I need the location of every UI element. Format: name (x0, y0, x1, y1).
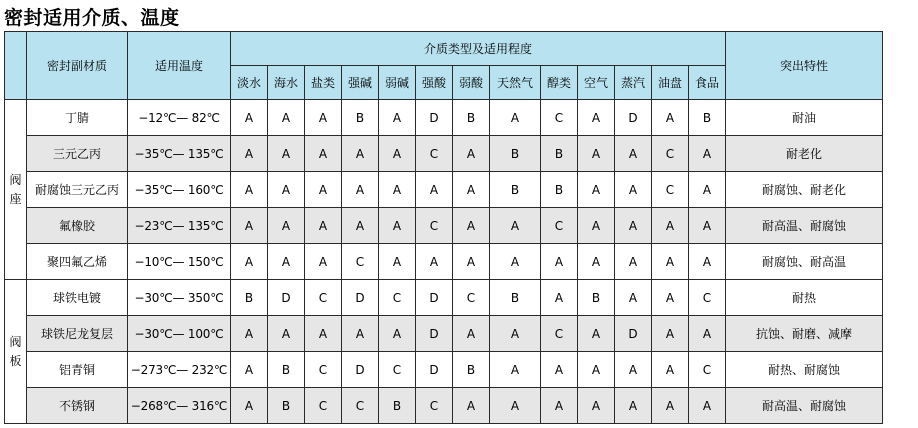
header-media-7: 天然气 (490, 66, 541, 100)
material-cell: 三元乙丙 (27, 136, 128, 172)
rating-cell: B (689, 100, 726, 136)
feature-cell: 耐腐蚀、耐高温 (726, 244, 883, 280)
rating-cell: A (231, 100, 268, 136)
header-feature: 突出特性 (726, 32, 883, 100)
header-media-3: 强碱 (342, 66, 379, 100)
rating-cell: A (379, 316, 416, 352)
material-cell: 球铁尼龙复层 (27, 316, 128, 352)
header-media-6: 弱酸 (453, 66, 490, 100)
rating-cell: B (578, 280, 615, 316)
rating-cell: D (342, 352, 379, 388)
rating-cell: C (379, 352, 416, 388)
rating-cell: A (578, 388, 615, 424)
rating-cell: A (652, 100, 689, 136)
feature-cell: 耐高温、耐腐蚀 (726, 208, 883, 244)
rating-cell: A (379, 100, 416, 136)
rating-cell: C (342, 244, 379, 280)
header-media-9: 空气 (578, 66, 615, 100)
rating-cell: A (453, 136, 490, 172)
rating-cell: A (578, 244, 615, 280)
material-cell: 丁腈 (27, 100, 128, 136)
header-media-2: 盐类 (305, 66, 342, 100)
rating-cell: D (342, 280, 379, 316)
rating-cell: A (268, 136, 305, 172)
rating-cell: A (231, 352, 268, 388)
rating-cell: A (416, 172, 453, 208)
temperature-cell: −23℃— 135℃ (128, 208, 231, 244)
rating-cell: A (416, 244, 453, 280)
rating-cell: A (490, 352, 541, 388)
rating-cell: A (615, 244, 652, 280)
rating-cell: A (490, 100, 541, 136)
rating-cell: C (305, 388, 342, 424)
feature-cell: 抗蚀、耐磨、减摩 (726, 316, 883, 352)
rating-cell: D (416, 316, 453, 352)
rating-cell: A (379, 136, 416, 172)
rating-cell: A (453, 388, 490, 424)
rating-cell: A (541, 352, 578, 388)
material-cell: 耐腐蚀三元乙丙 (27, 172, 128, 208)
rating-cell: A (652, 280, 689, 316)
rating-cell: A (652, 352, 689, 388)
header-blank-cell (5, 32, 27, 100)
rating-cell: A (541, 244, 578, 280)
rating-cell: D (416, 352, 453, 388)
rating-cell: A (305, 136, 342, 172)
rating-cell: B (231, 280, 268, 316)
temperature-cell: −268℃— 316℃ (128, 388, 231, 424)
rating-cell: C (652, 172, 689, 208)
rating-cell: A (652, 244, 689, 280)
rating-cell: A (490, 388, 541, 424)
group-label-char: 座 (9, 191, 22, 206)
rating-cell: D (268, 280, 305, 316)
rating-cell: A (689, 316, 726, 352)
feature-cell: 耐老化 (726, 136, 883, 172)
rating-cell: A (231, 208, 268, 244)
header-media-11: 油盘 (652, 66, 689, 100)
rating-cell: A (490, 208, 541, 244)
rating-cell: B (490, 172, 541, 208)
rating-cell: C (305, 352, 342, 388)
rating-cell: A (689, 208, 726, 244)
rating-cell: B (379, 388, 416, 424)
rating-cell: B (453, 352, 490, 388)
seal-media-table (4, 31, 883, 424)
rating-cell: A (379, 208, 416, 244)
rating-cell: B (453, 100, 490, 136)
feature-cell: 耐热 (726, 280, 883, 316)
table-row (5, 280, 883, 316)
rating-cell: D (615, 316, 652, 352)
rating-cell: B (490, 280, 541, 316)
rating-cell: C (652, 136, 689, 172)
rating-cell: B (268, 388, 305, 424)
rating-cell: A (453, 316, 490, 352)
rating-cell: A (379, 244, 416, 280)
rating-cell: A (231, 172, 268, 208)
rating-cell: A (268, 172, 305, 208)
material-cell: 球铁电镀 (27, 280, 128, 316)
rating-cell: A (342, 136, 379, 172)
rating-cell: A (615, 172, 652, 208)
temperature-cell: −35℃— 160℃ (128, 172, 231, 208)
table-row (5, 352, 883, 388)
rating-cell: D (615, 100, 652, 136)
header-temperature: 适用温度 (128, 32, 231, 100)
rating-cell: A (231, 316, 268, 352)
header-media-0: 淡水 (231, 66, 268, 100)
rating-cell: D (416, 100, 453, 136)
rating-cell: A (305, 100, 342, 136)
rating-cell: A (615, 280, 652, 316)
rating-cell: C (689, 280, 726, 316)
temperature-cell: −30℃— 100℃ (128, 316, 231, 352)
temperature-cell: −12℃— 82℃ (128, 100, 231, 136)
group-label-char: 阀 (9, 334, 22, 349)
rating-cell: A (268, 100, 305, 136)
feature-cell: 耐油 (726, 100, 883, 136)
rating-cell: C (541, 316, 578, 352)
rating-cell: A (231, 244, 268, 280)
rating-cell: A (578, 208, 615, 244)
rating-cell: C (416, 136, 453, 172)
material-cell: 聚四氟乙烯 (27, 244, 128, 280)
rating-cell: A (268, 208, 305, 244)
rating-cell: A (305, 172, 342, 208)
header-media-12: 食品 (689, 66, 726, 100)
header-media-5: 强酸 (416, 66, 453, 100)
table-row (5, 244, 883, 280)
rating-cell: A (578, 136, 615, 172)
rating-cell: A (652, 316, 689, 352)
rating-cell: C (541, 208, 578, 244)
rating-cell: A (578, 316, 615, 352)
rating-cell: A (342, 316, 379, 352)
feature-cell: 耐高温、耐腐蚀 (726, 388, 883, 424)
rating-cell: C (453, 280, 490, 316)
header-media-4: 弱碱 (379, 66, 416, 100)
rating-cell: A (231, 136, 268, 172)
rating-cell: A (490, 316, 541, 352)
rating-cell: A (578, 352, 615, 388)
rating-cell: A (268, 244, 305, 280)
rating-cell: A (541, 388, 578, 424)
rating-cell: A (689, 244, 726, 280)
rating-cell: A (652, 388, 689, 424)
group-label (5, 280, 27, 424)
table-row (5, 136, 883, 172)
feature-cell: 耐热、耐腐蚀 (726, 352, 883, 388)
rating-cell: D (416, 280, 453, 316)
group-label (5, 100, 27, 280)
rating-cell: A (379, 172, 416, 208)
rating-cell: B (541, 172, 578, 208)
table-row (5, 208, 883, 244)
material-cell: 氟橡胶 (27, 208, 128, 244)
rating-cell: C (689, 352, 726, 388)
rating-cell: A (305, 316, 342, 352)
header-media-1: 海水 (268, 66, 305, 100)
rating-cell: A (652, 208, 689, 244)
rating-cell: A (615, 352, 652, 388)
rating-cell: A (342, 172, 379, 208)
rating-cell: A (453, 172, 490, 208)
rating-cell: A (453, 244, 490, 280)
feature-cell: 耐腐蚀、耐老化 (726, 172, 883, 208)
rating-cell: C (541, 100, 578, 136)
rating-cell: B (342, 100, 379, 136)
group-label-char: 阀 (9, 172, 22, 187)
rating-cell: A (305, 244, 342, 280)
rating-cell: A (689, 136, 726, 172)
table-row (5, 172, 883, 208)
table-row (5, 316, 883, 352)
rating-cell: A (342, 208, 379, 244)
rating-cell: A (615, 388, 652, 424)
rating-cell: C (342, 388, 379, 424)
rating-cell: A (541, 280, 578, 316)
rating-cell: A (578, 100, 615, 136)
rating-cell: B (490, 136, 541, 172)
material-cell: 不锈钢 (27, 388, 128, 424)
rating-cell: A (490, 244, 541, 280)
rating-cell: B (541, 136, 578, 172)
rating-cell: A (578, 172, 615, 208)
rating-cell: C (416, 208, 453, 244)
temperature-cell: −10℃— 150℃ (128, 244, 231, 280)
rating-cell: A (268, 316, 305, 352)
rating-cell: A (689, 172, 726, 208)
header-material: 密封副材质 (27, 32, 128, 100)
header-media-group: 介质类型及适用程度 (231, 32, 726, 66)
rating-cell: A (689, 388, 726, 424)
rating-cell: A (305, 208, 342, 244)
rating-cell: A (615, 136, 652, 172)
rating-cell: B (268, 352, 305, 388)
rating-cell: A (453, 208, 490, 244)
rating-cell: C (379, 280, 416, 316)
temperature-cell: −273℃— 232℃ (128, 352, 231, 388)
material-cell: 铝青铜 (27, 352, 128, 388)
table-row (5, 100, 883, 136)
temperature-cell: −35℃— 135℃ (128, 136, 231, 172)
rating-cell: C (305, 280, 342, 316)
rating-cell: A (615, 208, 652, 244)
table-row (5, 388, 883, 424)
rating-cell: A (231, 388, 268, 424)
header-media-8: 醇类 (541, 66, 578, 100)
header-media-10: 蒸汽 (615, 66, 652, 100)
rating-cell: C (416, 388, 453, 424)
group-label-char: 板 (9, 353, 22, 368)
page-title: 密封适用介质、温度 (4, 7, 180, 29)
temperature-cell: −30℃— 350℃ (128, 280, 231, 316)
